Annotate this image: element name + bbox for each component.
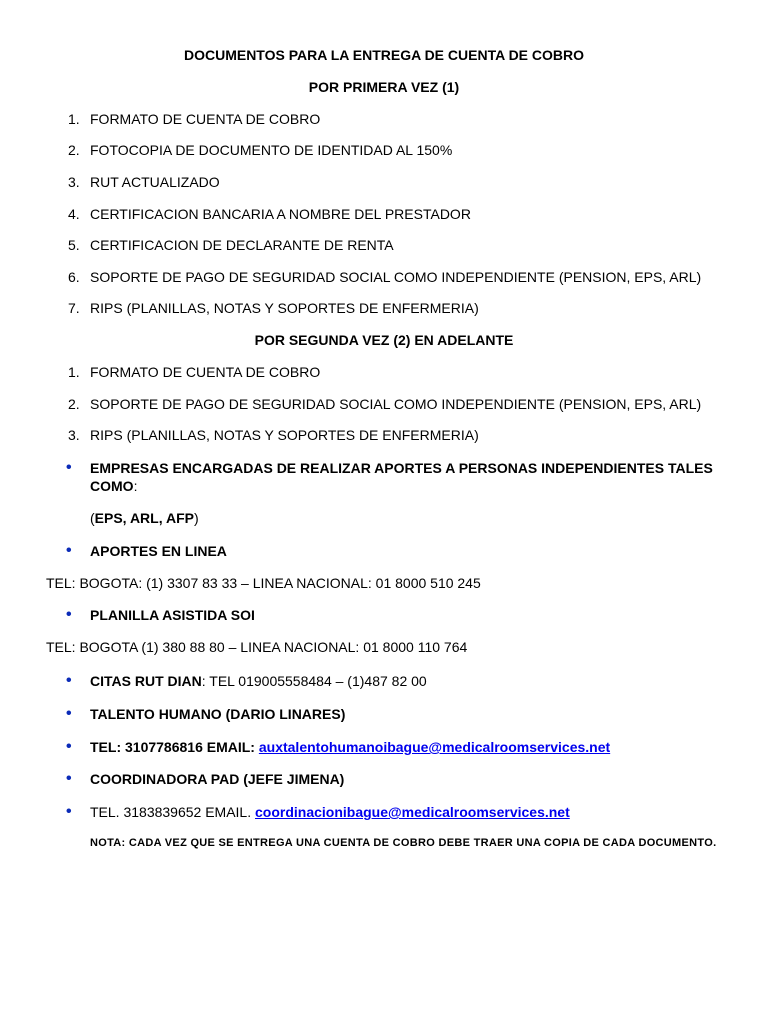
bullet-icon: • xyxy=(66,606,72,623)
citas-label: CITAS RUT DIAN xyxy=(90,673,202,689)
list-number: 2. xyxy=(68,142,80,158)
note-text: NOTA: CADA VEZ QUE SE ENTREGA UNA CUENTA DE COBRO DEBE TRAER UNA COPIA DE CADA DOCUMENTO. xyxy=(90,837,717,849)
document-title: DOCUMENTOS PARA LA ENTREGA DE CUENTA DE COBRO xyxy=(183,47,585,63)
bullet-icon: • xyxy=(66,803,72,820)
list-number: 3. xyxy=(68,174,80,190)
list-text: SOPORTE DE PAGO DE SEGURIDAD SOCIAL COMO INDEPENDIENTE (PENSION, EPS, ARL) xyxy=(90,396,702,412)
bullet-icon: • xyxy=(66,705,72,722)
list-number: 1. xyxy=(68,364,80,380)
companies-line-1: EMPRESAS ENCARGADAS DE REALIZAR APORTES A PERSONAS INDEPENDIENTES TALES xyxy=(90,460,713,476)
companies-names: EPS, ARL, AFP xyxy=(94,510,194,526)
list-text: RIPS (PLANILLAS, NOTAS Y SOPORTES DE ENFERMERIA) xyxy=(90,300,479,316)
companies-colon: : xyxy=(133,478,138,494)
list-number: 3. xyxy=(68,427,80,443)
first-time-heading: POR PRIMERA VEZ (1) xyxy=(308,79,460,95)
list-number: 7. xyxy=(68,300,80,316)
list-number: 2. xyxy=(68,396,80,412)
coordinadora-tel: TEL. 3183839652 EMAIL. xyxy=(90,804,255,820)
paren-open: ( xyxy=(90,510,95,526)
list-text: CERTIFICACION BANCARIA A NOMBRE DEL PRESTADOR xyxy=(90,206,471,222)
list-number: 1. xyxy=(68,111,80,127)
list-text: CERTIFICACION DE DECLARANTE DE RENTA xyxy=(90,237,394,253)
paren-close: ) xyxy=(193,510,199,526)
companies-list xyxy=(90,509,199,527)
second-time-heading: POR SEGUNDA VEZ (2) EN ADELANTE xyxy=(254,332,514,348)
list-text: RUT ACTUALIZADO xyxy=(90,174,220,190)
bullet-icon: • xyxy=(66,672,72,689)
coordinadora-label: COORDINADORA PAD (JEFE JIMENA) xyxy=(90,771,345,787)
list-text: FORMATO DE CUENTA DE COBRO xyxy=(90,111,321,127)
talento-label: TALENTO HUMANO (DARIO LINARES) xyxy=(90,706,346,722)
citas-tel: : TEL 019005558484 – (1)487 82 00 xyxy=(201,673,427,689)
bullet-icon: • xyxy=(66,738,72,755)
bullet-icon: • xyxy=(66,542,72,559)
talento-email-link[interactable]: auxtalentohumanoibague@medicalroomservices.net xyxy=(258,739,611,755)
list-number: 5. xyxy=(68,237,80,253)
list-text: SOPORTE DE PAGO DE SEGURIDAD SOCIAL COMO INDEPENDIENTE (PENSION, EPS, ARL) xyxy=(90,269,702,285)
planilla-tel: TEL: BOGOTA (1) 380 88 80 – LINEA NACIONAL: 01 8000 110 764 xyxy=(46,639,468,655)
talento-contact xyxy=(90,738,610,756)
aportes-label: APORTES EN LINEA xyxy=(90,543,227,559)
aportes-tel: TEL: BOGOTA: (1) 3307 83 33 – LINEA NACIONAL: 01 8000 510 245 xyxy=(46,575,481,591)
bullet-icon: • xyxy=(66,459,72,476)
list-text: FOTOCOPIA DE DOCUMENTO DE IDENTIDAD AL 150% xyxy=(90,142,453,158)
list-text: RIPS (PLANILLAS, NOTAS Y SOPORTES DE ENFERMERIA) xyxy=(90,427,479,443)
companies-como: COMO xyxy=(90,478,134,494)
talento-tel: TEL: 3107786816 EMAIL: xyxy=(90,739,259,755)
coordinadora-email-link[interactable]: coordinacionibague@medicalroomservices.net xyxy=(255,804,570,820)
bullet-icon: • xyxy=(66,770,72,787)
planilla-label: PLANILLA ASISTIDA SOI xyxy=(90,607,255,623)
companies-line-2 xyxy=(90,477,137,495)
coordinadora-contact xyxy=(90,803,570,821)
list-text: FORMATO DE CUENTA DE COBRO xyxy=(90,364,321,380)
list-number: 6. xyxy=(68,269,80,285)
list-number: 4. xyxy=(68,206,80,222)
citas-line xyxy=(90,672,427,690)
